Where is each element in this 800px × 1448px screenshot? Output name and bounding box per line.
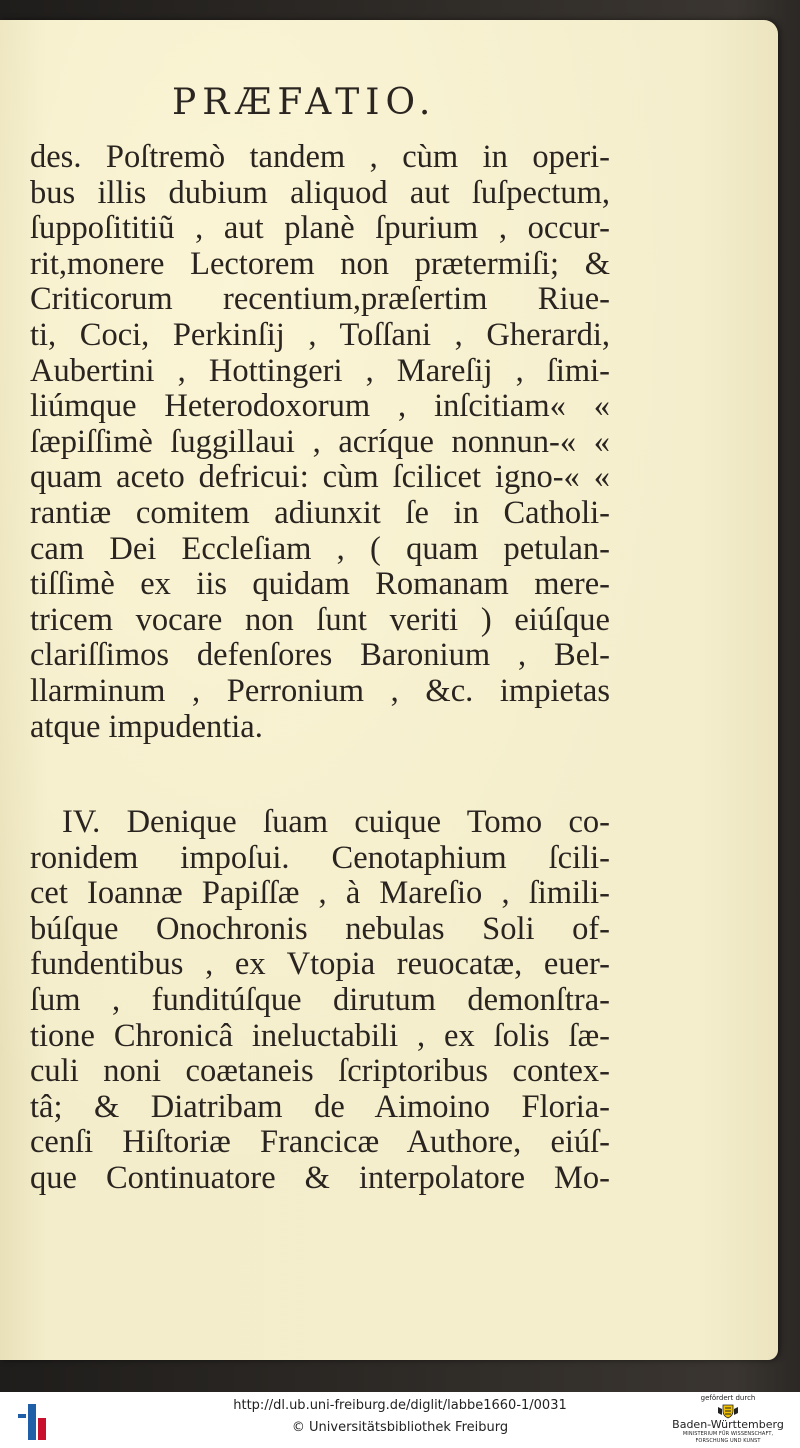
text-line: tâ; & Diatribam de Aimoino Floria- xyxy=(30,1088,610,1125)
funder-label: gefördert durch xyxy=(700,1394,756,1402)
text-line: liúmque Heterodoxorum , inſcitiam« « xyxy=(30,388,610,425)
text-line: fundentibus , ex Vtopia reuocatæ, euer- xyxy=(30,946,610,983)
text-line: ſuppoſititiũ , aut planè ſpurium , occur- xyxy=(30,210,610,247)
text-line: quam aceto defricui: cùm ſcilicet igno-« « xyxy=(30,459,610,496)
text-line: Aubertini , Hottingeri , Mareſij , ſimi- xyxy=(30,352,610,389)
page-text xyxy=(30,140,610,1197)
text-line: cenſi Hiſtoriæ Francicæ Authore, eiúſ- xyxy=(30,1124,610,1161)
text-line: ti, Coci, Perkinſij , Toſſani , Gherardi, xyxy=(30,316,610,353)
text-line: que Continuatore & interpolatore Mo- xyxy=(30,1160,610,1197)
text-line: tiſſimè ex iis quidam Romanam mere- xyxy=(30,566,610,603)
text-line: ſum , funditúſque dirutum demonſtra- xyxy=(30,982,610,1019)
text-line: clariſſimos defenſores Baronium , Bel- xyxy=(30,637,610,674)
funder-logo[interactable] xyxy=(668,1394,788,1446)
viewer-footer xyxy=(0,1392,800,1448)
text-line: ſæpiſſimè ſuggillaui , acríque nonnun-« « xyxy=(30,423,610,460)
text-line: cam Dei Eccleſiam , ( quam petulan- xyxy=(30,530,610,567)
text-line: rantiæ comitem adiunxit ſe in Catholi- xyxy=(30,494,610,531)
text-line: rit,monere Lectorem non prætermiſi; & xyxy=(30,245,610,282)
text-line: búſque Onochronis nebulas Soli of- xyxy=(30,910,610,947)
text-line: culi noni coætaneis ſcriptoribus contex- xyxy=(30,1053,610,1090)
text-line: ronidem impoſui. Cenotaphium ſcili- xyxy=(30,839,610,876)
text-line: IV. Denique ſuam cuique Tomo co- xyxy=(62,804,610,841)
copyright-text: © Universitätsbibliothek Freiburg xyxy=(291,1420,509,1435)
text-line: cet Ioannæ Papiſſæ , à Mareſio , ſimili- xyxy=(30,875,610,912)
book-page xyxy=(0,20,778,1360)
paragraph-gap xyxy=(30,745,610,805)
coat-of-arms-icon xyxy=(717,1403,739,1419)
text-line: Criticorum recentium,præſertim Riue- xyxy=(30,281,610,318)
running-head: PRÆFATIO. xyxy=(172,82,437,123)
funder-ministry: MINISTERIUM FÜR WISSENSCHAFT, FORSCHUNG UND KUNST xyxy=(682,1431,774,1444)
funder-name: Baden-Württemberg xyxy=(672,1418,784,1431)
permalink-url[interactable]: http://dl.ub.uni-freiburg.de/diglit/labbe1660-1/0031 xyxy=(233,1398,567,1413)
text-line: des. Poſtremò tandem , cùm in operi- xyxy=(30,139,610,175)
text-line: atque impudentia. xyxy=(30,708,263,745)
text-line: tione Chronicâ ineluctabili , ex ſolis ſæ- xyxy=(30,1017,610,1054)
text-line: tricem vocare non ſunt veriti ) eiúſque xyxy=(30,601,610,638)
text-line: llarminum , Perronium , &c. impietas xyxy=(30,672,610,709)
text-line: bus illis dubium aliquod aut ſuſpectum, xyxy=(30,174,610,211)
